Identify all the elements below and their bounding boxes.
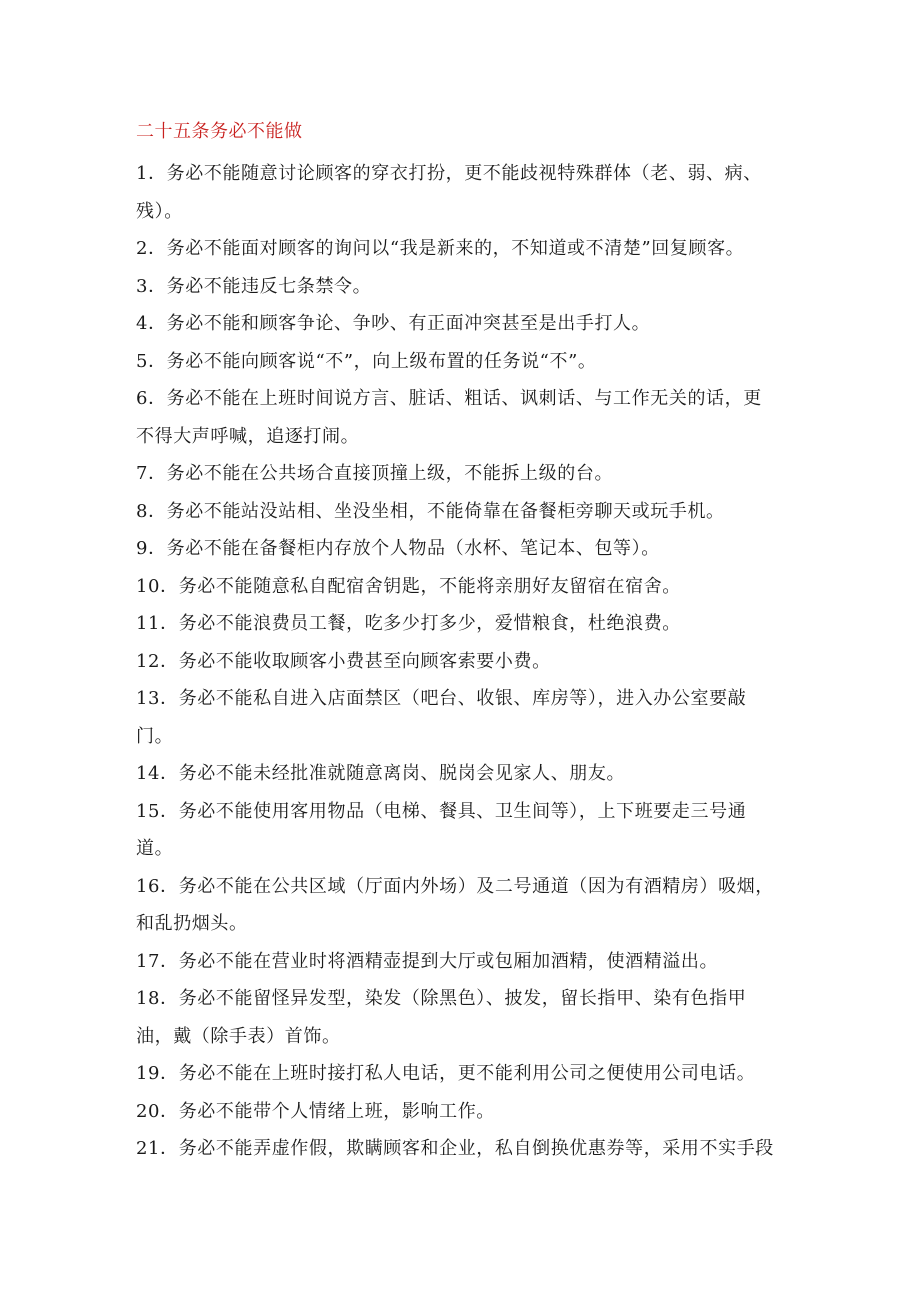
item-text: ．务必不能站没站相、坐没坐相，不能倚靠在备餐柜旁聊天或玩手机。 bbox=[148, 500, 725, 522]
item-number: 8 bbox=[136, 500, 149, 522]
item-text: ．务必不能留怪异发型，染发（除黑色）、披发，留长指甲、染有色指甲油，戴（除手表）首饰。 bbox=[136, 988, 747, 1047]
list-item bbox=[136, 455, 776, 493]
item-text: ．务必不能随意私自配宿舍钥匙，不能将亲朋好友留宿在宿舍。 bbox=[160, 575, 681, 597]
item-number: 13 bbox=[136, 688, 161, 709]
item-number: 21 bbox=[136, 1138, 161, 1159]
item-text: ．务必不能浪费员工餐，吃多少打多少，爱惜粮食，杜绝浪费。 bbox=[160, 613, 681, 634]
item-text: ．务必不能在上班时接打私人电话，更不能利用公司之便使用公司电话。 bbox=[160, 1063, 756, 1084]
item-number: 3 bbox=[136, 275, 149, 297]
list-item bbox=[136, 643, 776, 681]
item-number: 11 bbox=[136, 613, 161, 634]
item-number: 17 bbox=[136, 950, 161, 972]
list-item bbox=[136, 755, 776, 793]
item-number: 15 bbox=[136, 800, 161, 822]
item-number: 20 bbox=[136, 1100, 161, 1122]
list-item bbox=[136, 793, 776, 868]
item-text: ．务必不能违反七条禁令。 bbox=[148, 275, 372, 297]
item-number: 5 bbox=[136, 350, 149, 372]
item-text: ．务必不能在备餐柜内存放个人物品（水杯、笔记本、包等）。 bbox=[148, 538, 660, 559]
list-item bbox=[136, 1055, 776, 1093]
item-text: ．务必不能向顾客说“不”，向上级布置的任务说“不”。 bbox=[148, 350, 597, 372]
item-number: 9 bbox=[136, 538, 149, 559]
item-text: ．务必不能和顾客争论、争吵、有正面冲突甚至是出手打人。 bbox=[148, 313, 651, 334]
list-item bbox=[136, 493, 776, 531]
item-text: ．务必不能弄虚作假，欺瞒顾客和企业，私自倒换优惠券等，采用不实手段 bbox=[160, 1138, 774, 1159]
item-text: ．务必不能使用客用物品（电梯、餐具、卫生间等），上下班要走三号通道。 bbox=[136, 800, 747, 859]
item-number: 1 bbox=[136, 163, 149, 184]
item-text: ．务必不能在上班时间说方言、脏话、粗话、讽刺话、与工作无关的话，更不得大声呼喊，追逐打闹。 bbox=[136, 388, 762, 447]
item-text: ．务必不能私自进入店面禁区（吧台、收银、库房等），进入办公室要敲门。 bbox=[136, 688, 747, 747]
list-item bbox=[136, 568, 776, 606]
item-number: 12 bbox=[136, 650, 161, 672]
item-number: 16 bbox=[136, 875, 161, 897]
item-text: ．务必不能面对顾客的询问以“我是新来的，不知道或不清楚”回复顾客。 bbox=[148, 238, 745, 259]
item-number: 4 bbox=[136, 313, 149, 334]
item-text: ．务必不能随意讨论顾客的穿衣打扮，更不能歧视特殊群体（老、弱、病、残）。 bbox=[136, 163, 762, 222]
item-number: 18 bbox=[136, 988, 161, 1009]
list-item bbox=[136, 268, 776, 306]
item-text: ．务必不能在公共区域（厅面内外场）及二号通道（因为有酒精房）吸烟，和乱扔烟头。 bbox=[136, 875, 774, 934]
list-item bbox=[136, 343, 776, 381]
item-text: ．务必不能在公共场合直接顶撞上级，不能拆上级的台。 bbox=[148, 463, 614, 484]
list-item bbox=[136, 230, 776, 268]
document-title: 二十五条务必不能做 bbox=[136, 121, 303, 142]
item-number: 14 bbox=[136, 763, 161, 784]
item-number: 6 bbox=[136, 388, 149, 409]
item-text: ．务必不能收取顾客小费甚至向顾客索要小费。 bbox=[160, 650, 551, 672]
item-number: 10 bbox=[136, 575, 161, 597]
list-item bbox=[136, 380, 776, 455]
list-item bbox=[136, 1130, 776, 1168]
list-item bbox=[136, 943, 776, 981]
item-number: 2 bbox=[136, 238, 149, 259]
item-number: 19 bbox=[136, 1063, 161, 1084]
list-item bbox=[136, 1093, 776, 1131]
list-item bbox=[136, 980, 776, 1055]
list-item bbox=[136, 155, 776, 230]
item-number: 7 bbox=[136, 463, 149, 484]
list-item bbox=[136, 868, 776, 943]
list-item bbox=[136, 605, 776, 643]
list-item bbox=[136, 530, 776, 568]
item-text: ．务必不能带个人情绪上班，影响工作。 bbox=[160, 1100, 495, 1122]
item-text: ．务必不能在营业时将酒精壶提到大厅或包厢加酒精，使酒精溢出。 bbox=[160, 950, 719, 972]
list-item bbox=[136, 305, 776, 343]
item-text: ．务必不能未经批准就随意离岗、脱岗会见家人、朋友。 bbox=[160, 763, 626, 784]
list-item bbox=[136, 680, 776, 755]
document-page bbox=[136, 118, 776, 1168]
